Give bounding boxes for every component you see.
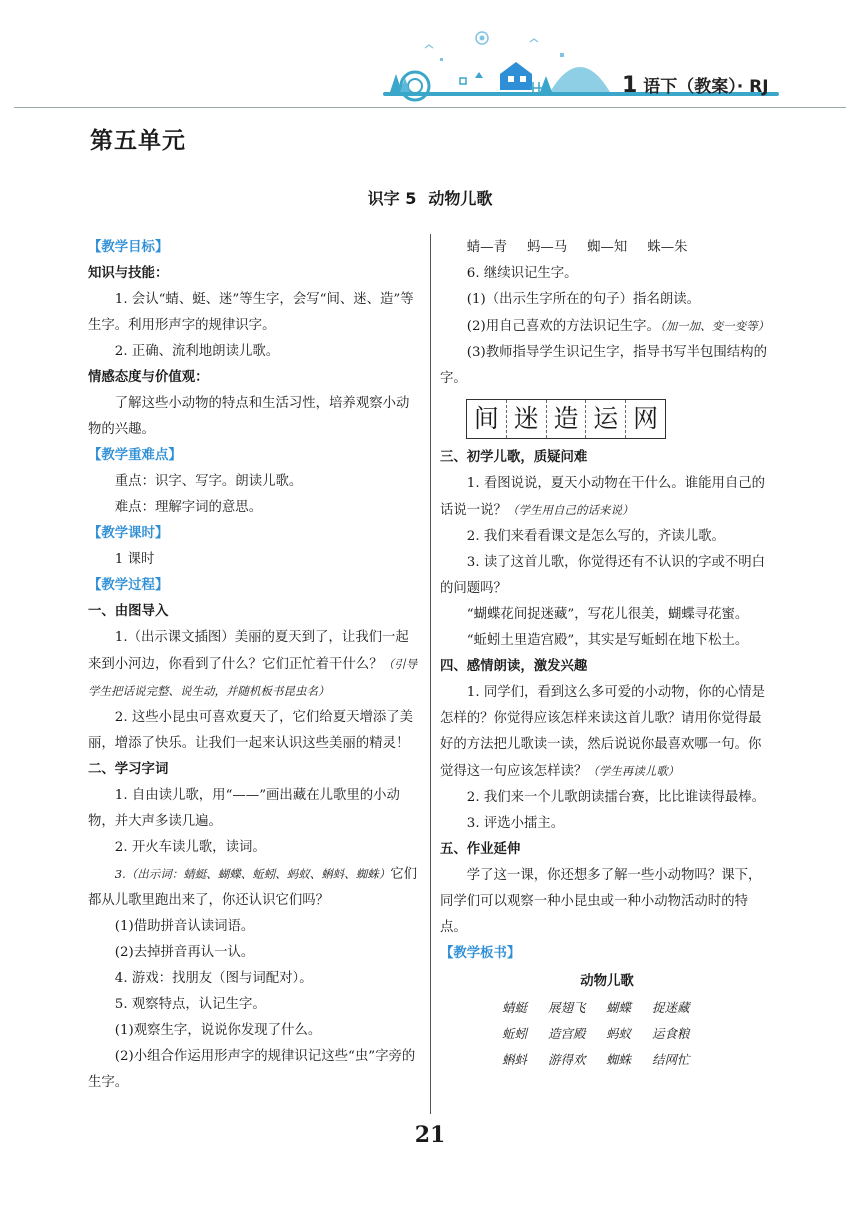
board-word: 运食粮 (652, 1026, 690, 1041)
board-grid (440, 995, 774, 1073)
knowledge-item-1: 1. 会认“蜻、蜓、迷”等生字，会写“间、迷、造”等生字。利用形声字的规律识字。 (88, 292, 414, 333)
board-title: 动物儿歌 (580, 974, 634, 989)
char-pair: 蛛—朱 (647, 240, 688, 255)
lesson-name: 动物儿歌 (428, 189, 493, 208)
writing-char: 造 (547, 400, 587, 438)
r6-sub-2-note: （加一加、变一变等） (659, 319, 770, 333)
goal-tag: 【教学目标】 (88, 240, 169, 255)
char-pair: 蜘—知 (587, 240, 628, 255)
board-word: 游得欢 (548, 1052, 586, 1067)
writing-char: 迷 (507, 400, 547, 438)
hours-tag: 【教学课时】 (88, 526, 169, 541)
s5-paragraph-1: 学了这一课，你还想多了解一些小动物吗？课下，同学们可以观察一种小昆虫或一种小动物活动时的特点。 (440, 868, 762, 935)
s3-paragraph-1 (440, 471, 774, 524)
s2-p3-text: 它们都从儿歌里跑出来了，你还认识它们吗？ (88, 867, 418, 908)
knowledge-heading: 知识与技能： (88, 266, 169, 281)
char-pairs (440, 235, 774, 261)
writing-char: 运 (586, 400, 626, 438)
r-paragraph-6: 6. 继续识记生字。 (466, 266, 578, 281)
r6-sub-2 (440, 313, 774, 340)
s2-paragraph-5: 5. 观察特点，认记生字。 (114, 997, 266, 1012)
emotion-heading: 情感态度与价值观： (88, 370, 209, 385)
s2-p3-sub-2: (2)去掉拼音再认一认。 (114, 945, 255, 960)
lesson-prefix: 识字 5 (367, 189, 417, 208)
board-word: 结网忙 (652, 1052, 690, 1067)
book-label (622, 72, 769, 98)
grade-number: 1 (622, 73, 638, 98)
header-rule (14, 107, 846, 108)
board-word: 蚯蚓 (502, 1026, 528, 1041)
section-4-heading: 四、感情朗读，激发兴趣 (440, 659, 588, 674)
board-tag: 【教学板书】 (440, 946, 521, 961)
writing-char: 间 (467, 400, 507, 438)
s2-paragraph-2: 2. 开火车读儿歌，读词。 (114, 840, 266, 855)
s1-p1-note: （引导学生把话说完整、说生动，并随机板书昆虫名） (88, 657, 418, 698)
s2-paragraph-3 (88, 861, 422, 914)
left-column (88, 235, 422, 1096)
section-5-heading: 五、作业延伸 (440, 842, 521, 857)
section-3-heading: 三、初学儿歌，质疑问难 (440, 450, 588, 465)
s2-paragraph-4: 4. 游戏：找朋友（图与词配对）。 (114, 971, 313, 986)
process-tag: 【教学过程】 (88, 578, 169, 593)
knowledge-item-2: 2. 正确、流利地朗读儿歌。 (114, 344, 280, 359)
s2-p3-note: 3.（出示词：蜻蜓、蝴蝶、蚯蚓、蚂蚁、蝌蚪、蜘蛛） (114, 867, 391, 881)
s1-p1-text: 1.（出示课文插图）美丽的夏天到了，让我们一起来到小河边，你看到了什么？它们正忙着干什么？ (88, 630, 409, 672)
board-word: 蜘蛛 (606, 1052, 632, 1067)
s2-p5-sub-1: (1)观察生字，说说你发现了什么。 (114, 1023, 322, 1038)
s2-p3-sub-1: (1)借助拼音认读词语。 (114, 919, 255, 934)
s4-p1-text: 1. 同学们，看到这么多可爱的小动物，你的心情是怎样的？你觉得应该怎样来读这首儿歌？请用你觉得最好的方法把儿歌读一读，然后说说你最喜欢哪一句。你觉得这一句应该怎样读？ (440, 685, 766, 779)
writing-grid (466, 399, 666, 439)
book-edition: 语下（教案）· RJ (643, 77, 769, 97)
s3-p1-note: （学生用自己的话来说） (506, 503, 634, 517)
s2-paragraph-1: 1. 自由读儿歌，用“——”画出藏在儿歌里的小动物，并大声多读几遍。 (88, 788, 400, 829)
page-number: 21 (414, 1122, 446, 1148)
board-word: 蝌蚪 (502, 1052, 528, 1067)
char-pair: 蜻—青 (466, 240, 507, 255)
board-word: 蜻蜓 (502, 1000, 528, 1015)
lesson-title (0, 186, 860, 209)
emotion-item: 了解这些小动物的特点和生活习性，培养观察小动物的兴趣。 (88, 396, 410, 437)
header-illustration (380, 28, 610, 102)
section-2-heading: 二、学习字词 (88, 762, 169, 777)
s3-quote-2: “蚯蚓土里造宫殿”，其实是写蚯蚓在地下松土。 (466, 633, 749, 648)
s4-paragraph-2: 2. 我们来一个儿歌朗读擂台赛，比比谁读得最棒。 (466, 790, 766, 805)
s3-paragraph-3: 3. 读了这首儿歌，你觉得还有不认识的字或不明白的问题吗？ (440, 555, 766, 596)
s1-paragraph-1 (88, 625, 422, 705)
key-tag: 【教学重难点】 (88, 448, 182, 463)
difficult-point: 难点：理解字词的意思。 (114, 500, 263, 515)
board-word: 蚂蚁 (606, 1026, 632, 1041)
board-word: 捉迷藏 (652, 1000, 690, 1015)
char-pair: 蚂—马 (526, 240, 568, 255)
column-divider (430, 234, 431, 1114)
s3-paragraph-2: 2. 我们来看看课文是怎么写的，齐读儿歌。 (466, 529, 725, 544)
board-word: 展翅飞 (548, 1000, 586, 1015)
s4-p1-note: （学生再读儿歌） (587, 764, 680, 778)
s1-paragraph-2: 2. 这些小昆虫可喜欢夏天了，它们给夏天增添了美丽，增添了快乐。让我们一起来认识这些美丽的精灵！ (88, 710, 414, 751)
s2-p5-sub-2: (2)小组合作运用形声字的规律识记这些“虫”字旁的生字。 (88, 1049, 416, 1090)
r6-sub-1: (1)（出示生字所在的句子）指名朗读。 (466, 292, 701, 307)
r6-sub-2-text: (2)用自己喜欢的方法识记生字。 (466, 319, 660, 334)
writing-char: 网 (633, 404, 659, 433)
s4-paragraph-1 (440, 680, 774, 785)
unit-title: 第五单元 (90, 128, 186, 154)
s3-p1-text: 1. 看图说说，夏天小动物在干什么。谁能用自己的话说一说？ (440, 476, 766, 518)
section-1-heading: 一、由图导入 (88, 604, 169, 619)
s4-paragraph-3: 3. 评选小擂主。 (466, 816, 565, 831)
key-point: 重点：识字、写字。朗读儿歌。 (114, 474, 303, 489)
right-column (440, 235, 774, 1073)
board-word: 蝴蝶 (606, 1000, 632, 1015)
board-word: 造宫殿 (548, 1026, 586, 1041)
s3-quote-1: “蝴蝶花间捉迷藏”，写花儿很美，蝴蝶寻花蜜。 (466, 607, 749, 622)
r6-sub-3: (3)教师指导学生识记生字，指导书写半包围结构的字。 (440, 345, 767, 386)
hours-value: 1 课时 (114, 552, 155, 567)
